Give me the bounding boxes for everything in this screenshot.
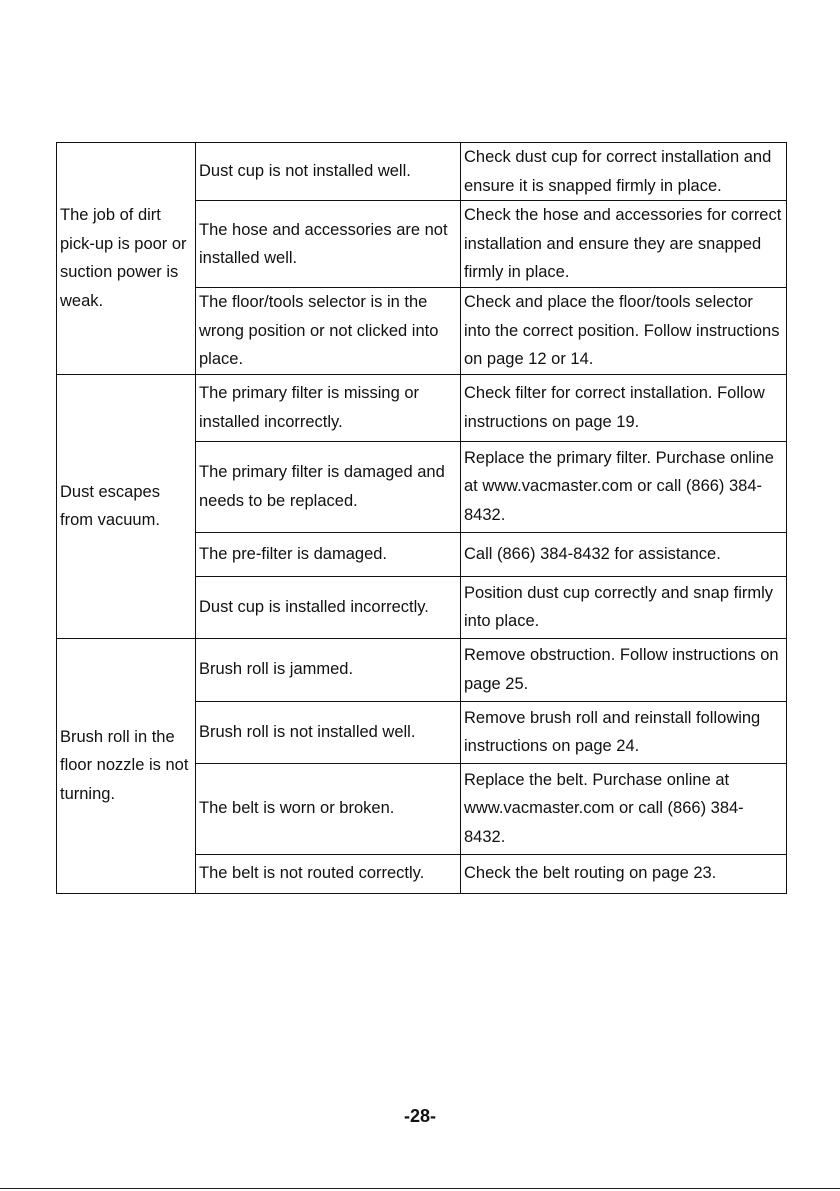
solution-cell: Remove obstruction. Follow instructions on page 25. [461,638,787,701]
cause-cell: Brush roll is not installed well. [196,701,461,763]
cause-cell: Brush roll is jammed. [196,638,461,701]
troubleshooting-table [56,142,787,894]
table-row [57,638,787,701]
solution-cell: Replace the primary filter. Purchase online at www.vacmaster.com or call (866) 384-8432. [461,441,787,532]
solution-cell: Replace the belt. Purchase online at www.vacmaster.com or call (866) 384-8432. [461,763,787,854]
solution-cell: Position dust cup correctly and snap firmly into place. [461,576,787,638]
cause-cell: The primary filter is damaged and needs to be replaced. [196,441,461,532]
cause-cell: The belt is not routed correctly. [196,854,461,893]
problem-cell: The job of dirt pick-up is poor or suction power is weak. [57,143,196,375]
cause-cell: Dust cup is not installed well. [196,143,461,201]
cause-cell: The belt is worn or broken. [196,763,461,854]
solution-cell: Check dust cup for correct installation and ensure it is snapped firmly in place. [461,143,787,201]
solution-cell: Remove brush roll and reinstall following instructions on page 24. [461,701,787,763]
cause-cell: The primary filter is missing or installed incorrectly. [196,374,461,441]
cause-cell: The floor/tools selector is in the wrong position or not clicked into place. [196,288,461,375]
solution-cell: Call (866) 384-8432 for assistance. [461,532,787,576]
cause-cell: Dust cup is installed incorrectly. [196,576,461,638]
cause-cell: The hose and accessories are not installed well. [196,201,461,288]
solution-cell: Check the hose and accessories for correct installation and ensure they are snapped firmly in place. [461,201,787,288]
table-row [57,374,787,441]
bottom-divider [0,1188,840,1189]
solution-cell: Check the belt routing on page 23. [461,854,787,893]
solution-cell: Check and place the floor/tools selector into the correct position. Follow instructions on page 12 or 14. [461,288,787,375]
cause-cell: The pre-filter is damaged. [196,532,461,576]
page-number: -28- [403,1106,436,1126]
problem-cell: Brush roll in the floor nozzle is not turning. [57,638,196,893]
solution-cell: Check filter for correct installation. Follow instructions on page 19. [461,374,787,441]
problem-cell: Dust escapes from vacuum. [57,374,196,638]
table-row [57,143,787,201]
